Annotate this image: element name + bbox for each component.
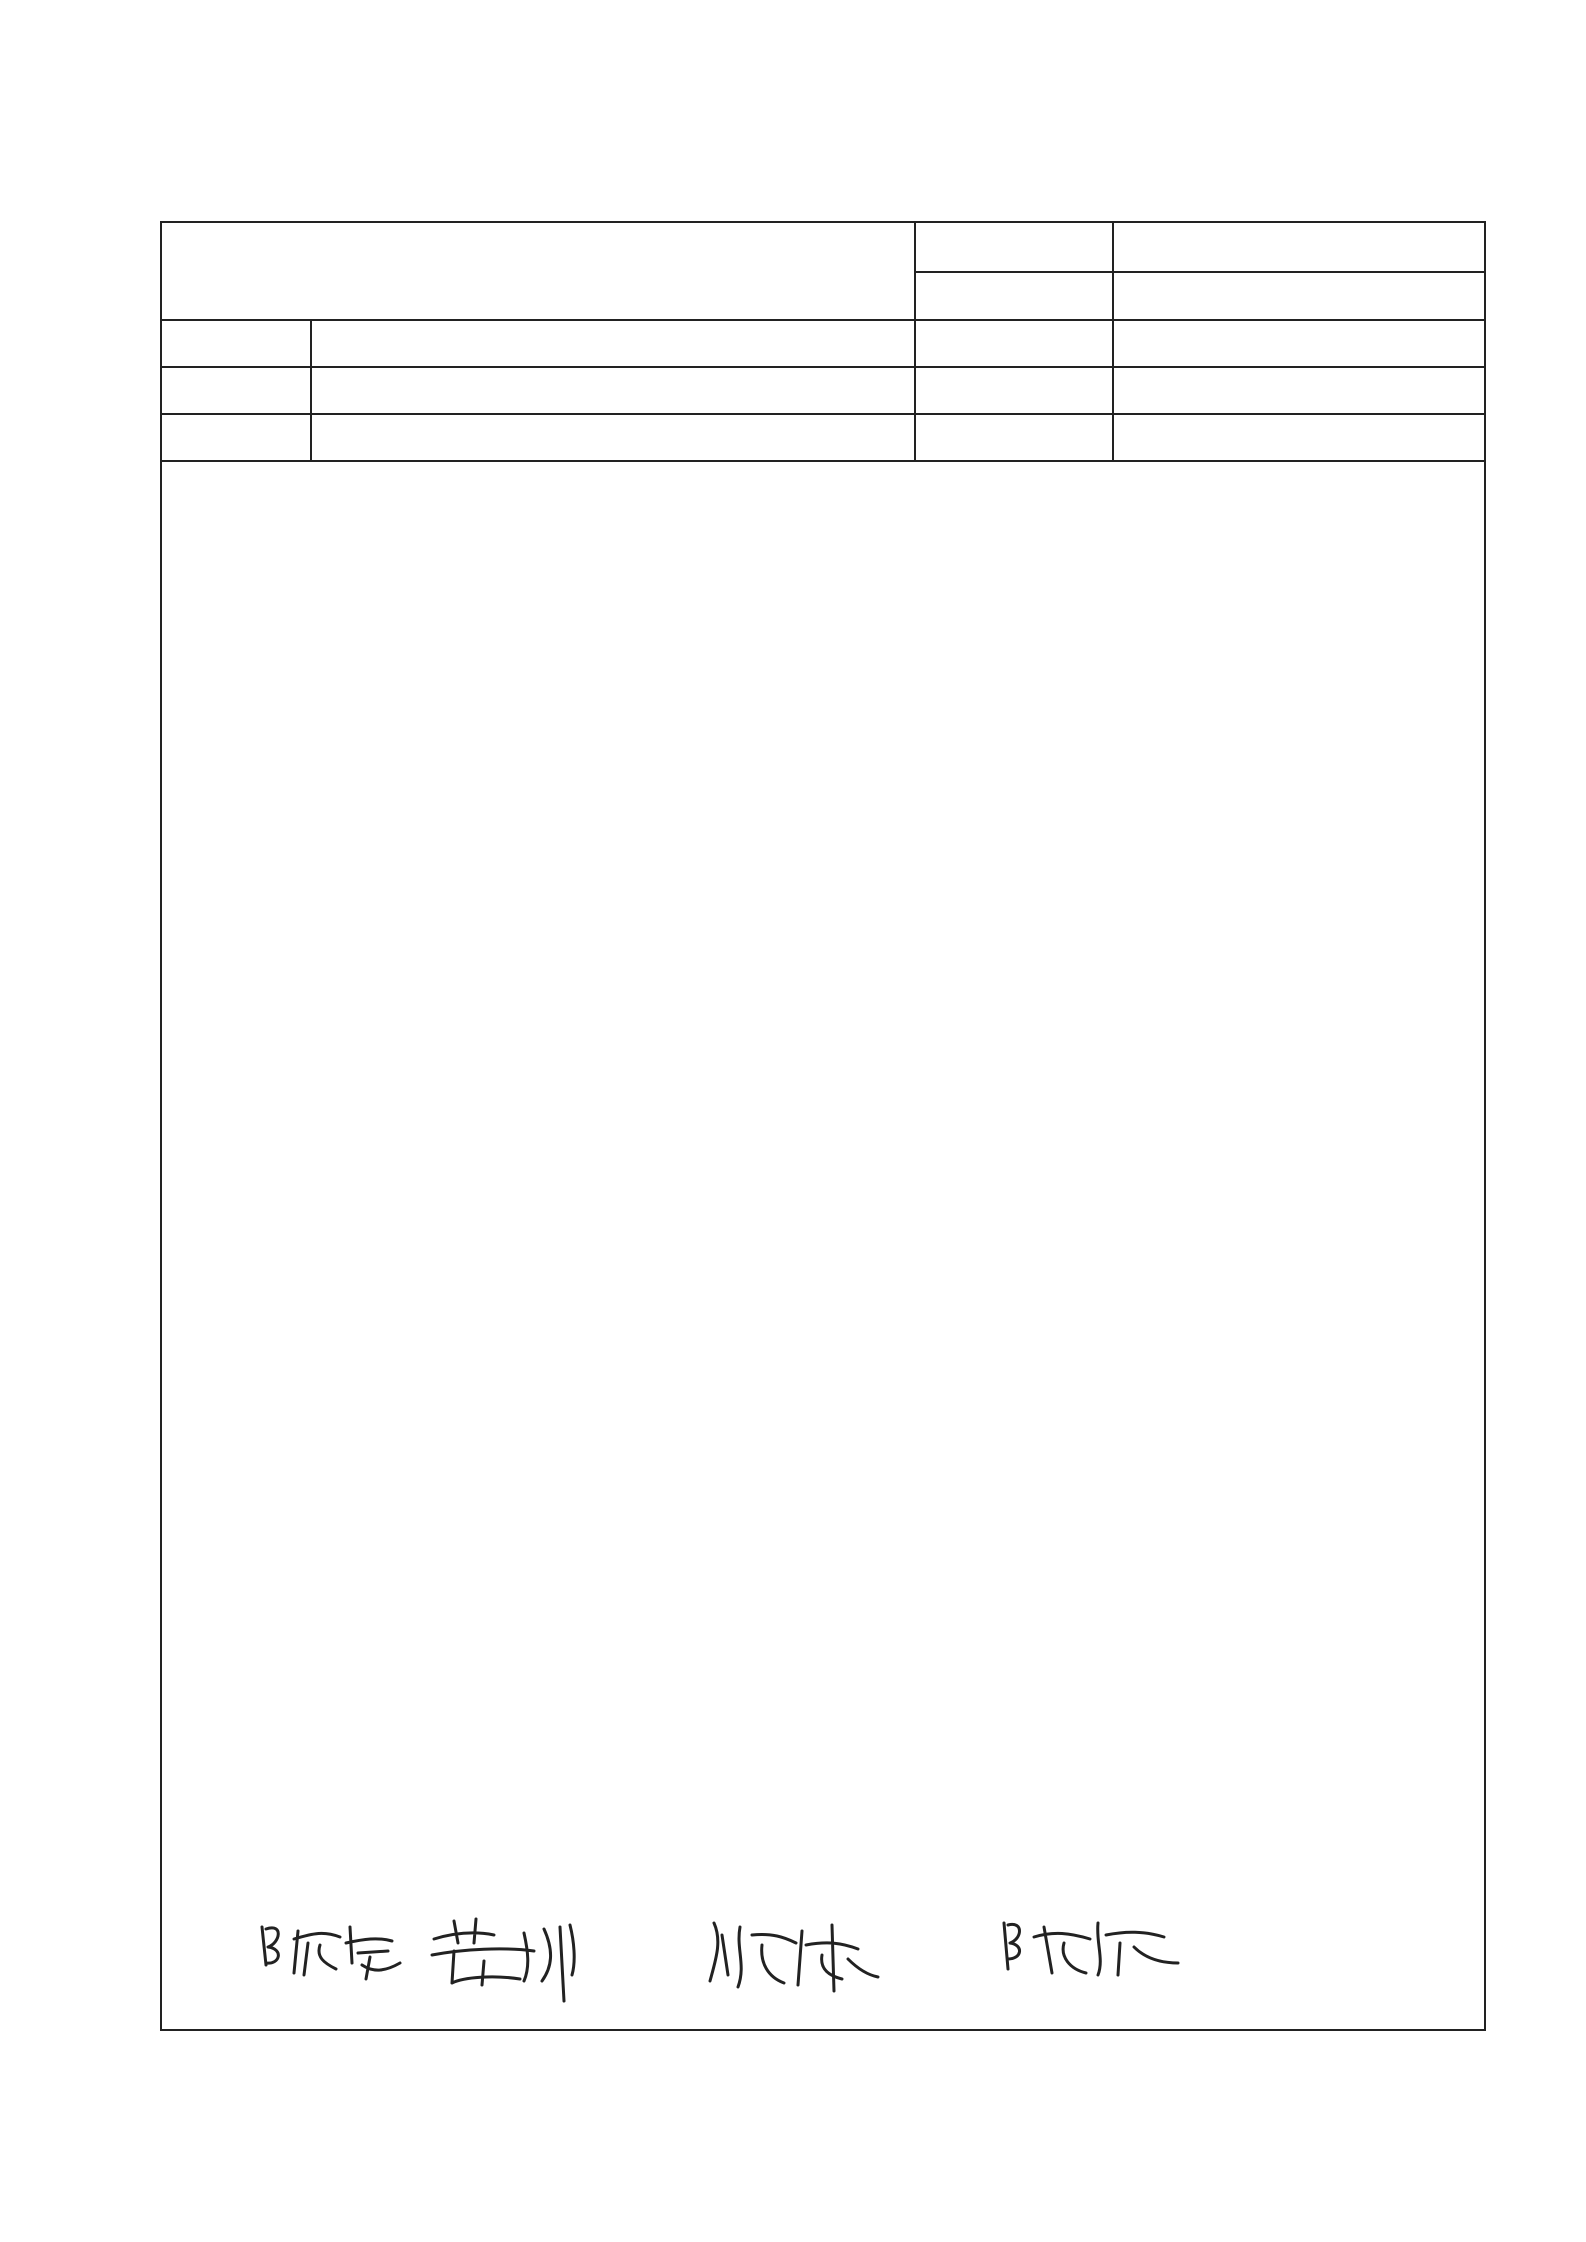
standard: [310, 413, 914, 460]
receive-date-label: [914, 413, 1112, 460]
inspector2-signature-image: [424, 1911, 594, 2001]
sample-name-label: [914, 271, 1112, 319]
column-header-unit: [562, 462, 702, 510]
column-header-no: [162, 462, 252, 510]
sampler: [1112, 366, 1486, 413]
column-header-item: [252, 462, 502, 510]
sample-number-label: [914, 223, 1112, 271]
issuer-signature-image: [994, 1913, 1184, 1983]
column-header-limit: [952, 462, 1182, 510]
report-frame: [160, 221, 1486, 2031]
inspector-signature-image: [254, 1913, 404, 1983]
column-header-row: [162, 462, 1488, 510]
column-header-result: [742, 462, 942, 510]
sample-name: [1112, 271, 1486, 319]
standard-label: [162, 413, 310, 460]
sample-property: [310, 319, 914, 366]
sampling-location: [1112, 319, 1486, 366]
column-header-method: [1162, 462, 1482, 510]
report-title: [162, 223, 914, 319]
reviewer-signature-image: [702, 1915, 882, 1995]
sampler-label: [914, 366, 1112, 413]
receive-date: [1112, 413, 1486, 460]
test-date: [310, 366, 914, 413]
sample-number: [1112, 223, 1486, 271]
location-label: [914, 319, 1112, 366]
test-date-label: [162, 366, 310, 413]
property-label: [162, 319, 310, 366]
